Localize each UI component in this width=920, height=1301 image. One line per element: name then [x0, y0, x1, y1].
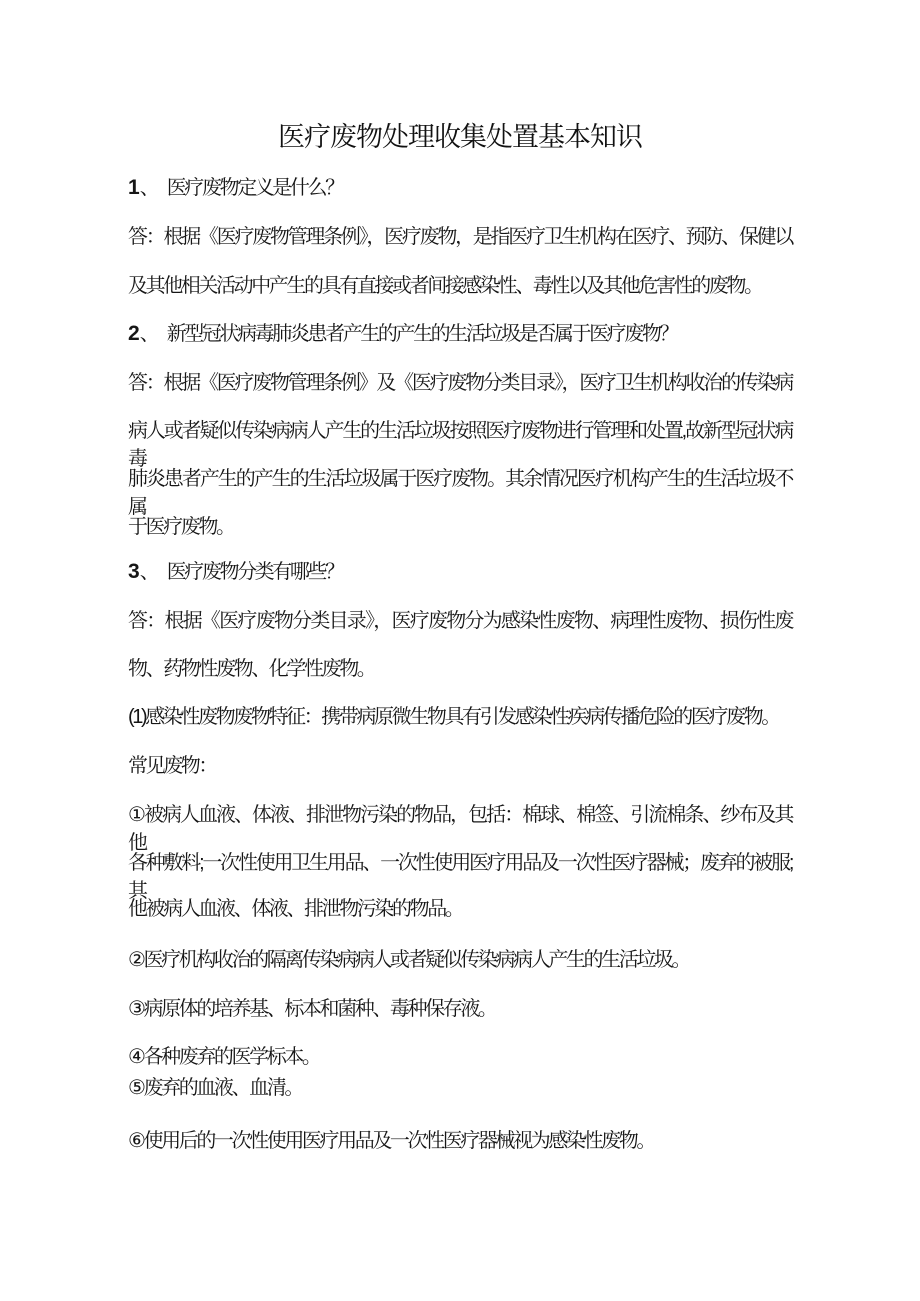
answer-2-line-1: 答：根据《医疗废物管理条例》及《医疗废物分类目录》，医疗卫生机构收治的传染病: [128, 372, 792, 394]
list-item-6: ⑥使用后的一次性使用医疗用品及一次性医疗器械视为感染性废物。: [128, 1130, 654, 1152]
question-2-heading: [128, 320, 792, 348]
list-item-1-line-2: 各种敷料;一次性使用卫生用品、一次性使用医疗用品及一次性医疗器械；废弃的被服;其: [128, 852, 792, 902]
question-1-number: 1: [128, 176, 140, 199]
answer-1-line-2: 及其他相关活动中产生的具有直接或者间接感染性、毒性以及其他危害性的废物。: [128, 275, 762, 297]
common-waste-label: 常见废物：: [128, 755, 216, 777]
answer-2-line-2: 病人或者疑似传染病病人产生的生活垃圾按照医疗废物进行管理和处置,故新型冠状病毒: [128, 420, 792, 470]
question-1-text: 医疗废物定义是什么？: [166, 177, 343, 199]
question-3-separator: 、: [139, 561, 160, 583]
question-2-separator: 、: [139, 323, 160, 345]
answer-2-line-4: 于医疗废物。: [128, 516, 234, 538]
list-item-1-line-3: 他被病人血液、体液、排泄物污染的物品。: [128, 898, 463, 920]
answer-1-line-1: 答：根据《医疗废物管理条例》，医疗废物，是指医疗卫生机构在医疗、预防、保健以: [128, 226, 792, 248]
list-item-1-line-1: ①被病人血液、体液、排泄物污染的物品，包括：棉球、棉签、引流棉条、纱布及其他: [128, 804, 792, 854]
question-2-text: 新型冠状病毒肺炎患者产生的产生的生活垃圾是否属于医疗废物？: [166, 323, 678, 345]
question-3-heading: [128, 558, 792, 586]
answer-3-line-2: 物、药物性废物、化学性废物。: [128, 658, 375, 680]
list-item-3: ③病原体的培养基、标本和菌种、毒种保存液。: [128, 998, 496, 1020]
answer-2-line-3: 肺炎患者产生的产生的生活垃圾属于医疗废物。其余情况医疗机构产生的生活垃圾不属: [128, 468, 792, 518]
question-3-number: 3: [128, 560, 140, 583]
list-item-4: ④各种废弃的医学标本。: [128, 1046, 320, 1068]
doc-title: 医疗废物处理收集处置基本知识: [278, 122, 642, 152]
answer-3-line-1: 答：根据《医疗废物分类目录》，医疗废物分为感染性废物、病理性废物、损伤性废: [128, 610, 792, 632]
question-1-heading: [128, 174, 792, 202]
infectious-waste-definition: (1)感染性废物废物特征：携带病原微生物具有引发感染性疾病传播危险的医疗废物。: [128, 706, 779, 728]
question-3-text: 医疗废物分类有哪些？: [166, 561, 343, 583]
question-1-separator: 、: [139, 177, 160, 199]
list-item-2: ②医疗机构收治的隔离传染病病人或者疑似传染病病人产生的生活垃圾。: [128, 949, 690, 971]
list-item-5: ⑤废弃的血液、血清。: [128, 1077, 302, 1099]
question-2-number: 2: [128, 322, 140, 345]
